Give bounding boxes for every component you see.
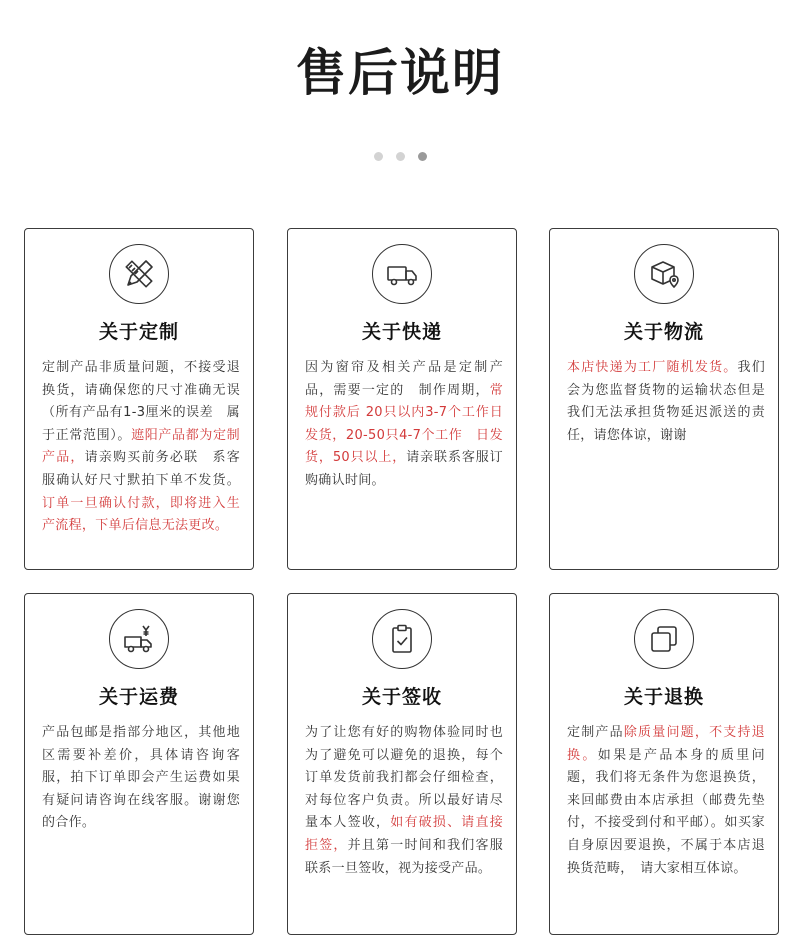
text-segment: 定制产品非质量问题，不接受退换货，请确保您的尺寸准确无误（所有产品有1-3厘米的误差 属于正常范围）。 xyxy=(42,360,240,443)
card-body xyxy=(42,722,240,835)
text-segment: 定制产品 xyxy=(567,725,624,740)
clipboard-check-icon xyxy=(372,609,432,669)
text-segment: 请亲购买前务必联 系客服确认好尺寸默拍下单不发货。 xyxy=(42,450,240,488)
package-location-icon xyxy=(634,244,694,304)
card-title: 关于退换 xyxy=(623,686,704,708)
card-shipping-fee xyxy=(24,593,254,935)
text-segment: 请亲联系客服订购确认时间。 xyxy=(305,450,503,488)
text-segment-highlight: 如有破损、请直接拒签， xyxy=(305,815,503,853)
carousel-dots xyxy=(0,152,800,161)
text-segment: 我们会为您监督货物的运输状态但是 我们无法承担货物延迟派送的责任，请您体谅，谢谢 xyxy=(567,360,779,443)
carousel-dot[interactable] xyxy=(374,152,383,161)
delivery-truck-icon xyxy=(372,244,432,304)
text-segment-highlight: 本店快递为工厂随机发货。 xyxy=(567,360,738,375)
card-title: 关于物流 xyxy=(623,321,704,343)
text-segment: 为了让您有好的购物体验同时也为了避免可以避免的退换，每个订单发货前我扪都会仔细检查，对每位客户负责。所以最好请尽量本人签收， xyxy=(305,725,503,831)
text-segment-highlight: 除质量问题，不支持退换。 xyxy=(567,725,765,763)
text-segment-highlight: 常规付款后 20只以内3-7个工作日发货，20-50只4-7个工作 日发货，50只以上， xyxy=(305,382,503,466)
text-segment: 如果是产品本身的质里问题，我们将无条件为您退换货，来回邮费由本店承担（邮费先垫付，不接受到付和平邮）。如买家自身原因要退换，不属于本店退换货范畴， 请大家相互体谅。 xyxy=(567,747,765,876)
text-segment: 产品包邮是指部分地区，其他地区需要补差价，具体请咨询客服，拍下订单即会产生运费如果有疑问请咨询在线客服。谢谢您的合作。 xyxy=(42,725,240,831)
card-express xyxy=(287,228,517,570)
card-body xyxy=(567,357,779,447)
text-segment: 因为窗帘及相关产品是定制产品，需要一定的 制作周期， xyxy=(305,360,503,398)
card-body xyxy=(305,722,503,880)
card-return xyxy=(549,593,779,935)
card-receipt xyxy=(287,593,517,935)
carousel-dot[interactable] xyxy=(396,152,405,161)
card-body xyxy=(567,722,765,880)
carousel-dot-active[interactable] xyxy=(418,152,427,161)
text-segment-highlight: 订单一旦确认付款，即将进入生产流程，下单后信息无法更改。 xyxy=(42,495,240,534)
ruler-pencil-icon xyxy=(109,244,169,304)
page-title: 售后说明 xyxy=(296,43,504,102)
card-title: 关于快递 xyxy=(361,321,442,343)
card-customization xyxy=(24,228,254,570)
card-title: 关于签收 xyxy=(361,686,442,708)
card-body xyxy=(42,357,240,538)
copy-squares-icon xyxy=(634,609,694,669)
shipping-fee-truck-icon xyxy=(109,609,169,669)
card-title: 关于运费 xyxy=(98,686,179,708)
text-segment: 并且第一时间和我们客服联系一旦签收，视为接受产品。 xyxy=(305,837,503,876)
card-logistics xyxy=(549,228,779,570)
text-segment-highlight: 遮阳产品都为定制产品， xyxy=(42,427,240,466)
card-title: 关于定制 xyxy=(98,321,179,343)
card-body xyxy=(305,357,503,493)
